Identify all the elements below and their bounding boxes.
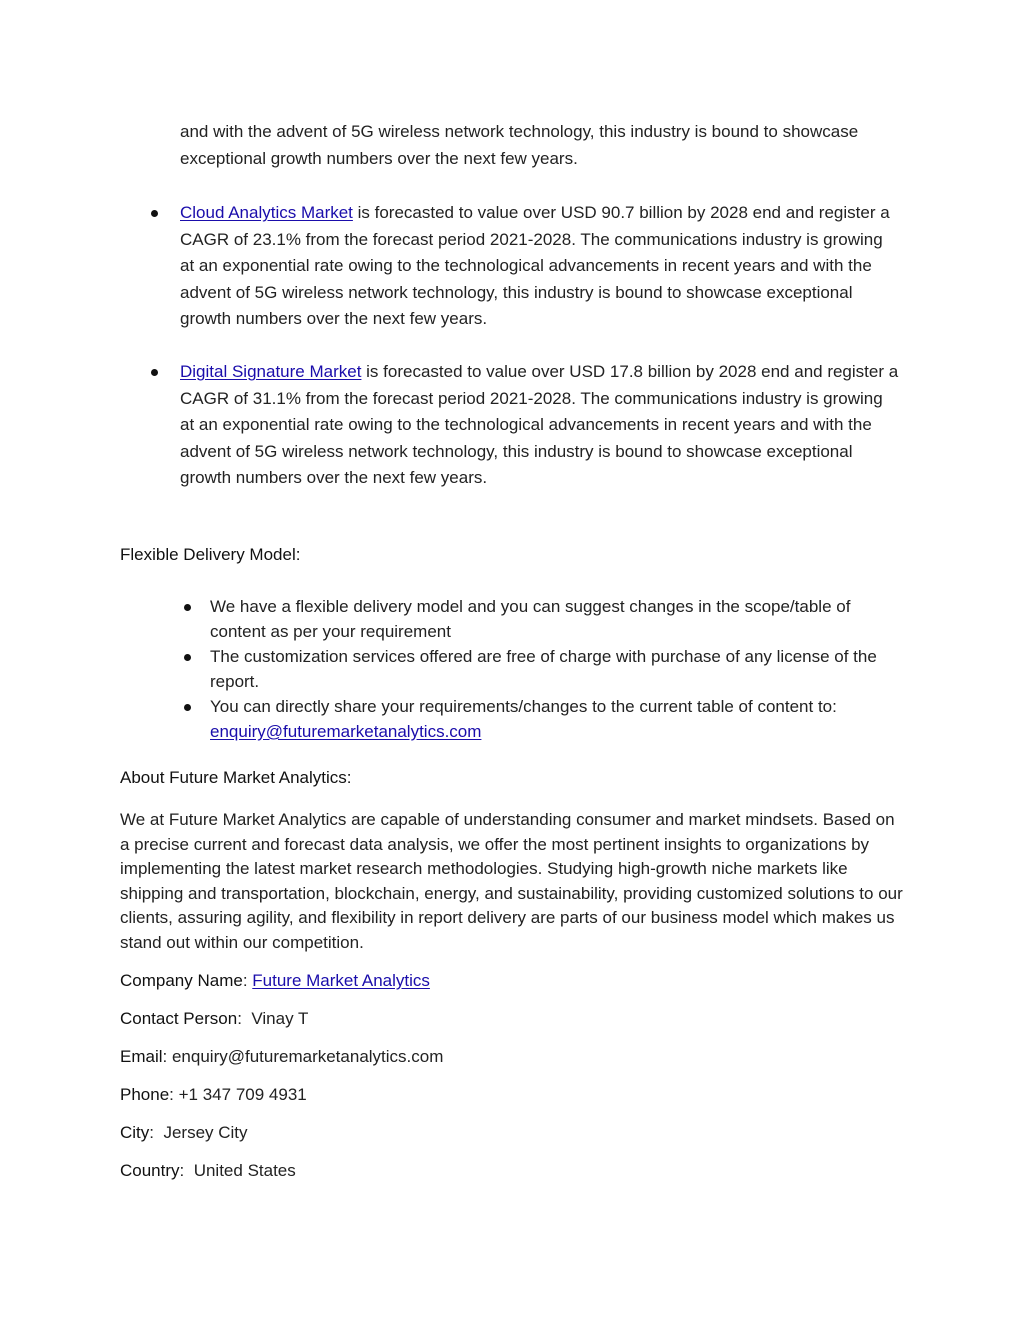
about-text: We at Future Market Analytics are capable of understanding consumer and market mindsets. Based on a precise current and forecast data analysis, we offer the most pertinent insights to organizations by implementing the latest market research methodologies. Studying high-growth niche markets like shipping and transportation, blockchain, energy, and sustainability, providing customized solutions to our clients, assuring agility, and flexibility in report delivery are parts of our business model which makes us stand out within our competition. [120, 810, 903, 952]
bullet-icon [184, 604, 191, 611]
bullet-icon [184, 704, 191, 711]
person-value: Vinay T [251, 1009, 309, 1028]
contact-country-line: Country: United States [120, 1161, 296, 1180]
contact-country [120, 1158, 910, 1185]
phone-label: Phone [120, 1085, 170, 1104]
delivery-section [120, 545, 910, 565]
country-value: United States [193, 1161, 296, 1180]
contact-phone-line: Phone: +1 347 709 4931 [120, 1085, 307, 1104]
contact-person [120, 1006, 910, 1033]
delivery-item [210, 645, 905, 694]
digital-signature-market-link[interactable]: Digital Signature Market [180, 362, 362, 381]
delivery-item [210, 695, 890, 744]
contact-email-line: Email: enquiry@futuremarketanalytics.com [120, 1047, 444, 1066]
about-section [120, 768, 910, 788]
country-label: Country [120, 1161, 180, 1180]
cloud-analytics-market-link[interactable]: Cloud Analytics Market [180, 203, 353, 222]
about-paragraph [120, 808, 905, 955]
email-value: enquiry@futuremarketanalytics.com [171, 1047, 444, 1066]
market-item-text: is forecasted to value over USD 17.8 billion by 2028 end and register a CAGR of 31.1% from the forecast period 2021-2028. The communications industry is growing at an exponential rate owing to the technological advancements in recent years and with the advent of 5G wireless network technology, this industry is bound to showcase exceptional growth numbers over the next few years. [180, 362, 899, 487]
city-value: Jersey City [163, 1123, 248, 1142]
company-label: Company Name [120, 971, 243, 990]
bullet-icon [151, 210, 158, 217]
contact-person-line: Contact Person: Vinay T [120, 1009, 309, 1028]
phone-value: +1 347 709 4931 [178, 1085, 307, 1104]
delivery-item-paragraph [210, 695, 890, 744]
market-item-paragraph [180, 359, 900, 492]
email-label: Email [120, 1047, 163, 1066]
delivery-item [210, 595, 905, 644]
delivery-heading: Flexible Delivery Model: [120, 545, 301, 564]
market-item-paragraph [180, 200, 900, 333]
bullet-icon [184, 654, 191, 661]
company-link[interactable]: Future Market Analytics [252, 971, 430, 990]
contact-phone [120, 1082, 910, 1109]
bullet-icon [151, 369, 158, 376]
delivery-item-text: The customization services offered are free of charge with purchase of any license of the report. [210, 647, 877, 691]
delivery-item-text: We have a flexible delivery model and you can suggest changes in the scope/table of content as per your requirement [210, 597, 851, 641]
contact-email [120, 1044, 910, 1071]
about-heading: About Future Market Analytics: [120, 768, 352, 787]
enquiry-email-link[interactable]: enquiry@futuremarketanalytics.com [210, 721, 482, 741]
continuation-paragraph [180, 119, 900, 172]
city-label: City [120, 1123, 150, 1142]
continuation-text: and with the advent of 5G wireless network technology, this industry is bound to showcase exceptional growth numbers over the next few years. [180, 122, 859, 168]
list-item-cloud-analytics [180, 200, 900, 333]
contact-city-line: City: Jersey City [120, 1123, 248, 1142]
contact-city [120, 1120, 910, 1147]
list-item-digital-signature [180, 359, 900, 492]
delivery-item-text: You can directly share your requirements/changes to the current table of content to: [210, 697, 837, 716]
contact-company [120, 968, 910, 995]
person-label: Contact Person [120, 1009, 238, 1028]
contact-company-line: Company Name: Future Market Analytics [120, 971, 430, 990]
market-item-text: is forecasted to value over USD 90.7 billion by 2028 end and register a CAGR of 23.1% from the forecast period 2021-2028. The communications industry is growing at an exponential rate owing to the technological advancements in recent years and with the advent of 5G wireless network technology, this industry is bound to showcase exceptional growth numbers over the next few years. [180, 203, 890, 328]
